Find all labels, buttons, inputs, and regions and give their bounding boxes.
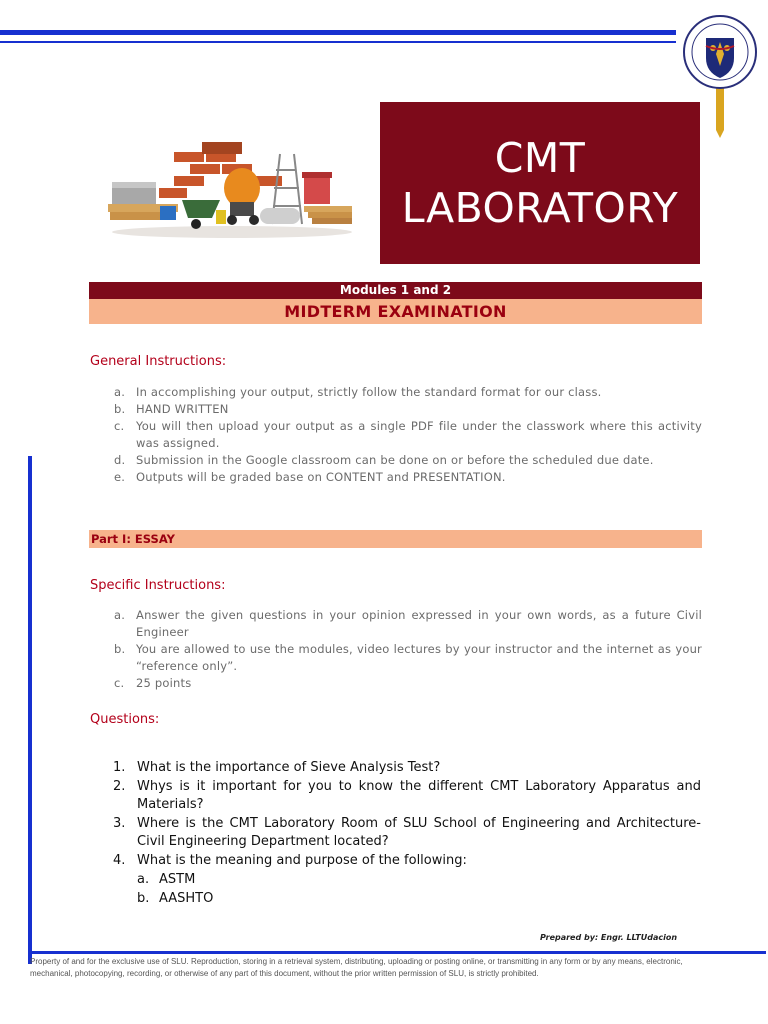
question-number: 3. [113, 815, 126, 831]
exam-title: MIDTERM EXAMINATION [89, 299, 702, 324]
list-item-text: You will then upload your output as a single PDF file under the classwork where this activity was assigned. [136, 419, 702, 450]
footer-notice: Property of and for the exclusive use of SLU. Reproduction, storing in a retrieval system, distributing, uploading or posting online, or transmitting in any form or by any means, electronic, mechanical, photocopying, recording, or otherwise of any part of this document, without the prior written permission of SLU, is strictly prohibited. [30, 957, 683, 978]
question-item [113, 852, 701, 871]
question-text: Whys is it important for you to know the different CMT Laboratory Apparatus and Materials? [137, 778, 701, 812]
title-line-2: LABORATORY [401, 184, 679, 232]
modules-label: Modules 1 and 2 [89, 282, 702, 299]
list-marker: a. [114, 385, 126, 399]
question-text: What is the importance of Sieve Analysis Test? [137, 760, 441, 775]
list-item-text: In accomplishing your output, strictly follow the standard format for our class. [136, 385, 602, 399]
sub-question-marker: a. [137, 872, 150, 887]
header-rule-thin [0, 41, 676, 43]
list-item-text: Answer the given questions in your opinion expressed in your own words, as a future Civil Engineer [136, 608, 702, 639]
header-rule-thick [0, 30, 676, 35]
title-banner [380, 102, 700, 264]
question-text: What is the meaning and purpose of the following: [137, 852, 467, 868]
footer-rule [28, 951, 766, 954]
sub-question-text: AASHTO [159, 890, 214, 906]
sub-questions-list [137, 871, 437, 908]
list-item [90, 401, 702, 418]
title-line-1: CMT [494, 134, 586, 182]
construction-materials-image [104, 140, 360, 240]
sub-question-item [137, 871, 437, 890]
list-marker: b. [114, 402, 126, 416]
list-marker: a. [114, 608, 126, 622]
sub-question-text: ASTM [159, 872, 196, 887]
list-marker: e. [114, 470, 126, 484]
list-marker: b. [114, 642, 126, 656]
question-number: 1. [113, 760, 126, 775]
list-marker: c. [114, 419, 125, 433]
prepared-by: Prepared by: Engr. LLTUdacion [540, 933, 678, 942]
list-item-text: Outputs will be graded base on CONTENT and PRESENTATION. [136, 470, 506, 484]
general-instructions-list [90, 384, 702, 486]
list-item [90, 452, 702, 469]
list-item [90, 641, 702, 675]
list-item [90, 607, 702, 641]
list-item [90, 418, 702, 452]
specific-instructions-heading: Specific Instructions: [90, 578, 226, 593]
question-item [113, 778, 701, 815]
questions-list [113, 759, 701, 870]
specific-instructions-list [90, 607, 702, 692]
question-item [113, 815, 701, 852]
sub-question-item [137, 890, 437, 909]
list-item-text: 25 points [136, 676, 192, 690]
list-marker: c. [114, 676, 125, 690]
question-number: 2. [113, 778, 126, 794]
part-heading: Part I: ESSAY [89, 530, 702, 548]
list-item [90, 469, 702, 486]
list-item-text: You are allowed to use the modules, video lectures by your instructor and the internet as your “reference only”. [136, 642, 702, 673]
question-number: 4. [113, 852, 126, 868]
list-item-text: HAND WRITTEN [136, 402, 229, 416]
list-marker: d. [114, 453, 126, 467]
list-item-text: Submission in the Google classroom can be done on or before the scheduled due date. [136, 453, 654, 467]
general-instructions-heading: General Instructions: [90, 354, 227, 369]
list-item [90, 675, 702, 692]
list-item [90, 384, 702, 401]
question-text: Where is the CMT Laboratory Room of SLU School of Engineering and Architecture-Civil Engineering Department located? [137, 815, 701, 849]
questions-heading: Questions: [90, 712, 160, 727]
left-margin-rule [28, 456, 32, 964]
sub-question-marker: b. [137, 890, 150, 906]
question-item [113, 759, 701, 778]
